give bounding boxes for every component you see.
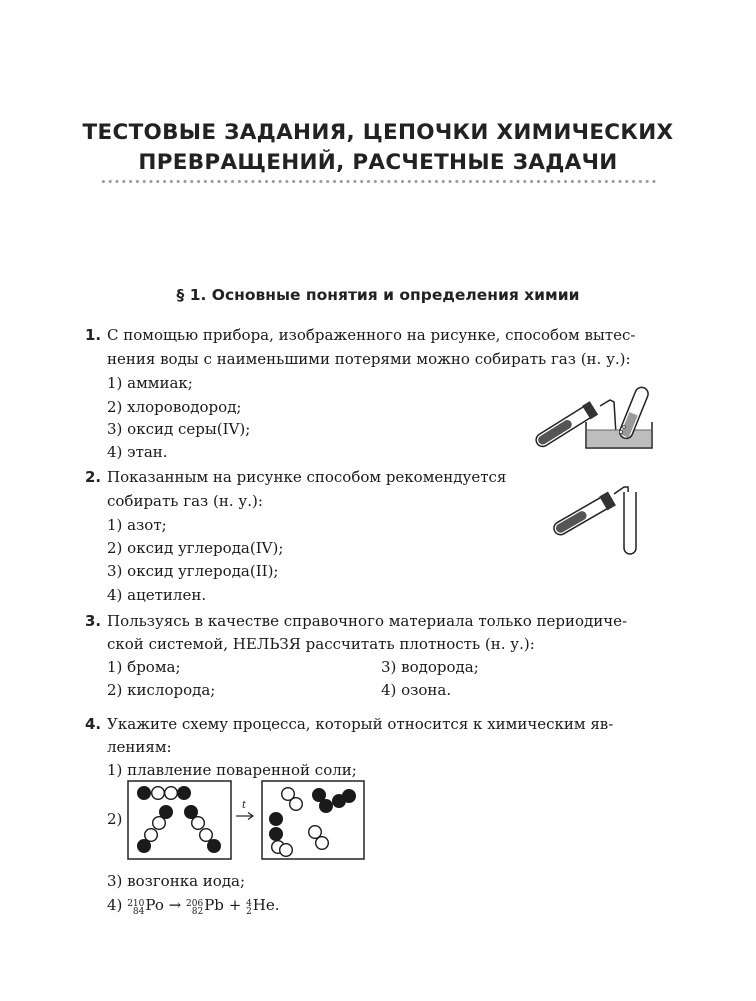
question-4-option-4	[107, 896, 280, 916]
question-1-option-2: 2) хлороводород;	[107, 398, 242, 416]
question-4-number: 4.	[85, 715, 102, 733]
question-4-option-3: 3) возгонка иода;	[107, 872, 246, 890]
question-2-option-1: 1) азот;	[107, 516, 167, 534]
heat-label: t	[242, 800, 247, 811]
po-symbol: Po	[145, 896, 164, 914]
plus-sign: +	[228, 896, 242, 914]
reaction-arrow: →	[168, 896, 182, 914]
po-nuclide: 210 84	[127, 899, 145, 917]
gas-collection-over-water-illustration	[524, 384, 659, 456]
question-2-option-2: 2) оксид углерода(IV);	[107, 539, 284, 557]
section-title: § 1. Основные понятия и определения химии	[176, 286, 580, 304]
question-1-option-3: 3) оксид серы(IV);	[107, 420, 251, 438]
question-2-option-3: 3) оксид углерода(II);	[107, 562, 279, 580]
question-4-text-line-1: Укажите схему процесса, который относится к химическим яв-	[107, 715, 614, 733]
particle-reaction-scheme	[126, 779, 366, 861]
question-3-number: 3.	[85, 612, 102, 630]
question-2-number: 2.	[85, 468, 102, 486]
chapter-title-line-1: ТЕСТОВЫЕ ЗАДАНИЯ, ЦЕПОЧКИ ХИМИЧЕСКИХ	[82, 120, 674, 145]
question-3-option-3: 3) водорода;	[381, 658, 479, 676]
option-4-label: 4)	[107, 896, 123, 914]
upward-air-displacement-illustration	[544, 474, 656, 558]
he-nuclide: 4 2	[246, 899, 252, 917]
question-2-option-4: 4) ацетилен.	[107, 586, 207, 604]
question-1-number: 1.	[85, 326, 102, 344]
question-3-option-4: 4) озона.	[381, 681, 452, 699]
pb-nuclide: 206 82	[186, 899, 204, 917]
question-4-option-2-label: 2)	[107, 810, 123, 828]
he-symbol: He.	[252, 896, 280, 914]
question-3-option-1: 1) брома;	[107, 658, 181, 676]
question-1-text-line-1: С помощью прибора, изображенного на рисунке, способом вытес-	[107, 326, 636, 344]
question-1-option-4: 4) этан.	[107, 443, 168, 461]
chapter-title-line-2: ПРЕВРАЩЕНИЙ, РАСЧЕТНЫЕ ЗАДАЧИ	[138, 150, 618, 175]
question-4-option-1: 1) плавление поваренной соли;	[107, 761, 357, 779]
question-3-text-line-2: ской системой, НЕЛЬЗЯ рассчитать плотность (н. у.):	[107, 635, 535, 653]
pb-symbol: Pb	[204, 896, 224, 914]
question-4-text-line-2: лениям:	[107, 738, 172, 756]
question-1-text-line-2: нения воды с наименьшими потерями можно собирать газ (н. у.):	[107, 350, 631, 368]
question-3-text-line-1: Пользуясь в качестве справочного материала только периодиче-	[107, 612, 628, 630]
dotted-divider	[100, 180, 656, 183]
question-2-text-line-2: собирать газ (н. у.):	[107, 492, 263, 510]
question-2-text-line-1: Показанным на рисунке способом рекомендуется	[107, 468, 507, 486]
question-1-option-1: 1) аммиак;	[107, 374, 193, 392]
question-3-option-2: 2) кислорода;	[107, 681, 216, 699]
